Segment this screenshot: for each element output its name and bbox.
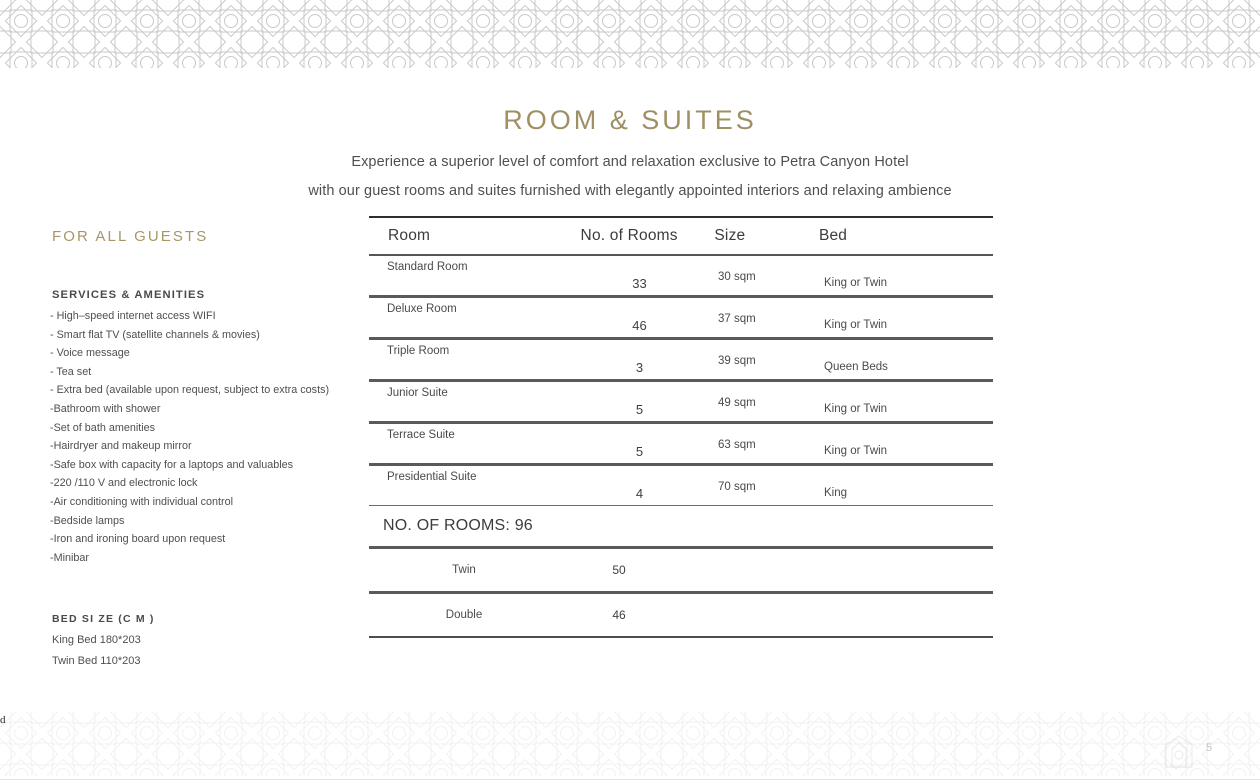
amenity-item: -Set of bath amenities	[50, 421, 156, 434]
totals-row-label: Double	[445, 609, 483, 621]
cell-room-bed: King	[824, 487, 848, 499]
column-header-no-rooms: No. of Rooms	[580, 227, 678, 244]
table-row	[369, 466, 993, 505]
cell-room-name: Terrace Suite	[387, 429, 455, 441]
amenity-item: -220 /110 V and electronic lock	[50, 477, 198, 490]
cell-room-size: 70 sqm	[718, 481, 756, 493]
amenity-item: -Bedside lamps	[50, 514, 125, 527]
table-body	[369, 256, 993, 506]
cell-room-size: 37 sqm	[718, 313, 756, 325]
table-row	[369, 256, 993, 295]
amenity-item: -Safe box with capacity for a laptops and valuables	[50, 458, 294, 471]
for-all-guests-heading: FOR ALL GUESTS	[52, 228, 209, 245]
cell-room-name: Presidential Suite	[387, 471, 477, 483]
amenity-item: - Extra bed (available upon request, subject to extra costs)	[50, 384, 330, 397]
column-header-room: Room	[388, 227, 431, 244]
page-title: ROOM & SUITES	[503, 105, 757, 135]
bed-size-heading: BED SI ZE (C M )	[52, 613, 155, 626]
amenity-item: - Voice message	[50, 347, 130, 360]
subtitle-line-1: Experience a superior level of comfort and relaxation exclusive to Petra Canyon Hotel	[351, 154, 909, 170]
rooms-table	[369, 216, 993, 638]
cell-room-count: 5	[635, 444, 644, 459]
amenity-item: -Bathroom with shower	[50, 402, 161, 415]
cell-room-count: 33	[632, 276, 647, 291]
amenity-item: -Air conditioning with individual control	[50, 495, 234, 508]
amenity-item: -Minibar	[50, 551, 89, 564]
cell-room-bed: Queen Beds	[824, 361, 888, 373]
bed-size-line: King Bed 180*203	[52, 634, 141, 647]
column-header-bed: Bed	[818, 227, 848, 244]
cell-room-bed: King or Twin	[824, 319, 888, 331]
hotel-logo-icon	[1148, 733, 1213, 773]
cell-room-bed: King or Twin	[824, 277, 888, 289]
totals-row-value: 46	[612, 608, 626, 622]
totals-row-label: Twin	[452, 564, 476, 576]
subtitle-line-2: with our guest rooms and suites furnished with elegantly appointed interiors and relaxing ambience	[308, 183, 952, 199]
footer-mark	[1148, 733, 1244, 773]
cell-room-name: Standard Room	[387, 261, 468, 273]
cell-room-name: Triple Room	[387, 345, 450, 357]
totals-row-value: 50	[612, 563, 626, 577]
table-header-row	[369, 218, 993, 254]
cell-room-size: 63 sqm	[718, 439, 756, 451]
cell-room-size: 39 sqm	[718, 355, 756, 367]
cell-room-size: 49 sqm	[718, 397, 756, 409]
bed-size-line: Twin Bed 110*203	[52, 655, 141, 668]
title-block	[0, 104, 1260, 206]
amenity-item: - Smart flat TV (satellite channels & movies)	[50, 328, 260, 341]
cell-room-count: 46	[632, 318, 647, 333]
cell-room-count: 3	[635, 360, 644, 375]
totals-row	[369, 549, 993, 591]
cell-room-bed: King or Twin	[824, 403, 888, 415]
bottom-ornament-border	[0, 712, 1260, 778]
for-all-guests-column	[50, 228, 355, 672]
total-rooms-label: NO. OF ROOMS: 96	[383, 517, 533, 534]
cell-room-bed: King or Twin	[824, 445, 888, 457]
table-row	[369, 340, 993, 379]
totals-row	[369, 594, 993, 636]
column-header-size: Size	[714, 227, 746, 244]
totals-title-row	[369, 506, 993, 546]
page-bottom-divider	[0, 779, 1260, 780]
cell-room-count: 4	[635, 486, 644, 501]
services-amenities-heading: SERVICES & AMENITIES	[52, 289, 206, 301]
amenity-item: -Iron and ironing board upon request	[50, 533, 226, 546]
bed-size-block	[50, 613, 355, 672]
totals-row-rule	[369, 636, 993, 638]
table-row	[369, 424, 993, 463]
page-number: 5	[1206, 742, 1213, 754]
table-row	[369, 298, 993, 337]
top-ornament-border	[0, 0, 1260, 72]
cell-room-size: 30 sqm	[718, 271, 756, 283]
table-row	[369, 382, 993, 421]
amenity-item: - Tea set	[50, 365, 92, 378]
cell-room-name: Junior Suite	[387, 387, 448, 399]
cell-room-name: Deluxe Room	[387, 303, 457, 315]
edge-stray-glyph: d	[0, 714, 6, 726]
totals-body	[369, 549, 993, 638]
amenity-item: -Hairdryer and makeup mirror	[50, 440, 192, 453]
amenity-item: - High–speed internet access WIFI	[50, 310, 216, 322]
cell-room-count: 5	[635, 402, 644, 417]
amenities-list	[50, 307, 355, 567]
